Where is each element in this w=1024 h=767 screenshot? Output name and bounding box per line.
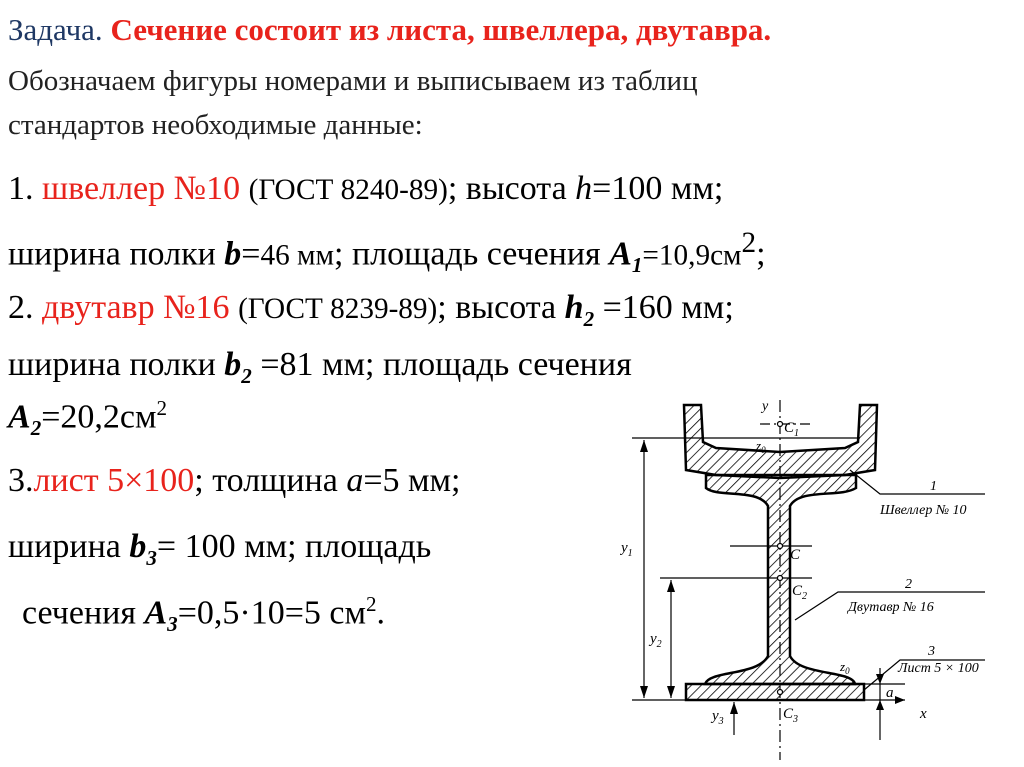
item1-gost: (ГОСТ 8240-89) [248,174,448,206]
item1-b-symbol: b [224,235,242,273]
item2-name: двутавр №16 [42,289,230,326]
label-a: a [886,685,894,701]
item1-line1: 1. швеллер №10 (ГОСТ 8240-89); высота h=100 мм; [8,170,724,207]
c-point [778,544,783,549]
c3-point [778,690,783,695]
item1-name: швеллер №10 [42,170,241,207]
plate-shape [686,684,864,700]
item2-a-value: =20,2см [41,398,157,436]
y2-arrow-bottom [667,686,675,698]
label-y2: $y_2$ [650,631,662,650]
item3-area-value: =0,5·10=5 см [177,594,366,632]
task-header [8,12,771,48]
item3-name: лист 5×100 [33,462,195,499]
item3-line2: ширина $b_3= 100$ мм; площадь [8,528,432,570]
callout-number-2: 2 [905,577,912,592]
item1-h-value: =100 мм; [592,170,724,207]
y1-arrow-bottom [640,686,648,698]
item2-b-value: =81 мм; площадь сечения [251,346,632,383]
item2-gost: (ГОСТ 8239-89) [238,293,438,325]
item3-line3: сечения $A_3=0,5\cdot 10=5$ $см^2$. [22,592,386,637]
task-statement: Сечение состоит из листа, швеллера, двутавра. [110,12,772,47]
intro-line-2: стандартов необходимые данные: [8,109,423,141]
item3-number: 3. [8,462,34,499]
item2-line2: ширина полки $b_2 =81$ мм; площадь сечения [8,346,632,388]
label-y: y [762,399,769,414]
label-z0-top: $z_0$ [756,438,766,455]
leader-1 [850,470,985,494]
task-label: Задача. [8,12,103,47]
item2-h-symbol: h [564,289,584,326]
item1-a-symbol: A [609,235,632,273]
x-axis-arrow [895,696,905,704]
item2-a-symbol: A [8,398,31,436]
intro-line-1: Обозначаем фигуры номерами и выписываем из таблиц [8,65,698,97]
item2-h-value: =160 мм; [594,289,734,326]
c1-point [778,422,783,427]
item1-b-value: 46 мм [260,239,335,272]
cross-section-drawing [620,395,1024,767]
item2-number: 2. [8,289,42,326]
callout-text-3: Лист 5 × 100 [898,661,979,676]
item2-line3: $A_2=20,2см^2$ [8,396,168,441]
label-z0-bottom: $z_0$ [840,659,850,676]
callout-number-3: 3 [928,644,935,659]
a-arrow-bottom [876,700,884,710]
y2-arrow-top [667,580,675,592]
callout-text-1: Швеллер № 10 [880,503,967,518]
item3-area-symbol: A [144,594,168,632]
y3-arrow [730,702,738,714]
label-c1: $C_1$ [784,420,800,439]
callout-text-2: Двутавр № 16 [848,600,934,615]
item1-number: 1. [8,170,42,207]
label-c3: $C_3$ [783,706,799,725]
label-c: C [790,547,801,563]
label-y3: $y_3$ [712,708,724,727]
item3-b-value: = 100 мм; площадь [156,528,432,565]
c2-point [778,576,783,581]
label-x: x [920,706,927,722]
item1-h-symbol: h [575,170,593,207]
y1-arrow-top [640,440,648,452]
item2-line1: 2. двутавр №16 (ГОСТ 8239-89); высота $h_2 =160$ мм; [8,289,734,331]
label-y1: $y_1$ [621,540,633,559]
item3-t-value: =5 мм; [363,462,461,499]
item1-a-value: =10,9см [642,239,742,272]
label-c2: $C_2$ [792,583,808,602]
item3-line1: 3.лист 5×100; толщина a=5 мм; [8,462,461,499]
item2-b-symbol: b [224,346,242,383]
item3-a-symbol: a [346,462,364,499]
item3-b-symbol: b [129,528,147,565]
callout-number-1: 1 [930,479,937,494]
item1-line2: ширина полки b=46 мм; площадь сечения $A_1=10,9см^2$; [8,227,766,278]
